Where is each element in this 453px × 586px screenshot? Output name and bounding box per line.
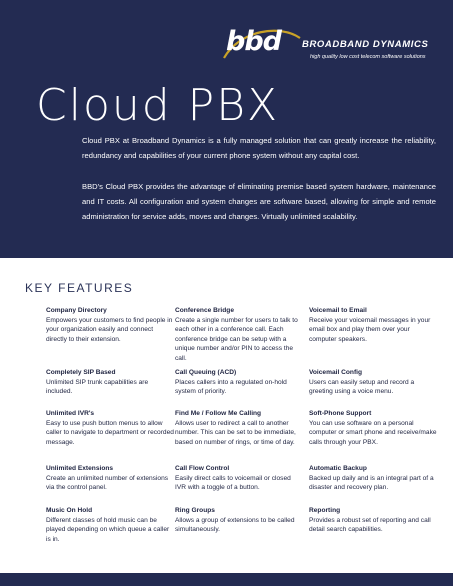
brand-logo: [226, 26, 441, 68]
feature-unlimited-extensions: [46, 464, 174, 493]
feature-voicemail-to-email: [309, 306, 437, 344]
feature-automatic-backup: [309, 464, 437, 493]
feature-name: Company Directory: [46, 307, 107, 314]
page-title: Cloud PBX: [36, 80, 280, 131]
feature-desc: Receive your voicemail messages in your email box and play them over your computer speakers.: [309, 316, 431, 343]
feature-name: Soft-Phone Support: [309, 410, 372, 417]
feature-desc: Users can easily setup and record a greeting using a voice menu.: [309, 378, 415, 396]
feature-soft-phone-support: [309, 409, 437, 447]
footer-band: [0, 573, 453, 586]
feature-name: Call Flow Control: [175, 465, 230, 472]
feature-ring-groups: [175, 506, 303, 535]
brand-tagline: high quality low cost telecom software solutions: [310, 54, 426, 60]
feature-call-queuing: [175, 368, 303, 397]
feature-name: Unlimited Extensions: [46, 465, 114, 472]
feature-desc: Empowers your customers to find people in your organization easily and connect directly to their extension.: [46, 316, 173, 343]
feature-desc: Create a single number for users to talk to each other in a conference call. Each conference bridge can be setup with a unique number and/or PIN to access the call.: [175, 316, 298, 362]
feature-call-flow-control: [175, 464, 303, 493]
features-heading: KEY FEATURES: [25, 281, 134, 295]
feature-name: Find Me / Follow Me Calling: [175, 410, 262, 417]
feature-name: Call Queuing (ACD): [175, 369, 237, 376]
feature-unlimited-ivrs: [46, 409, 174, 447]
feature-name: Ring Groups: [175, 507, 215, 514]
feature-desc: Allows a group of extensions to be called simultaneously.: [175, 516, 295, 534]
feature-name: Reporting: [309, 507, 341, 514]
feature-sip-based: [46, 368, 174, 397]
feature-desc: Backed up daily and is an integral part of a disaster and recovery plan.: [309, 474, 434, 492]
feature-name: Music On Hold: [46, 507, 93, 514]
feature-name: Completely SIP Based: [46, 369, 116, 376]
feature-name: Unlimited IVR's: [46, 410, 95, 417]
feature-name: Conference Bridge: [175, 307, 234, 314]
feature-music-on-hold: [46, 506, 174, 544]
intro-paragraph-2: BBD's Cloud PBX provides the advantage of eliminating premise based system hardware, maintenance and IT costs. All configuration and system changes are software based, allowing for simple and remote administration for service adds, moves and changes. Virtually unlimited scalability.: [82, 182, 436, 221]
feature-voicemail-config: [309, 368, 437, 397]
feature-desc: Provides a robust set of reporting and call detail search capabilities.: [309, 516, 431, 534]
feature-desc: Allows user to redirect a call to another number. This can be set to be immediate, based on number of rings, or time of day.: [175, 419, 296, 446]
feature-name: Voicemail Config: [309, 369, 363, 376]
feature-desc: Places callers into a regulated on-hold system of priority.: [175, 378, 287, 396]
logo-mark: bbd: [226, 26, 281, 57]
feature-company-directory: [46, 306, 174, 344]
feature-desc: Easily direct calls to voicemail or closed IVR with a toggle of a button.: [175, 474, 291, 492]
feature-desc: Create an unlimited number of extensions via the control panel.: [46, 474, 169, 492]
feature-reporting: [309, 506, 437, 535]
feature-conference-bridge: [175, 306, 303, 363]
feature-desc: Different classes of hold music can be played depending on which queue a caller is in.: [46, 516, 170, 543]
feature-desc: Easy to use push button menus to allow caller to navigate to department or recorded message.: [46, 419, 174, 446]
feature-name: Automatic Backup: [309, 465, 367, 472]
feature-desc: Unlimited SIP trunk capabilities are included.: [46, 378, 149, 396]
feature-desc: You can use software on a personal computer or smart phone and receive/make calls through your PBX.: [309, 419, 437, 446]
feature-name: Voicemail to Email: [309, 307, 367, 314]
brand-name: BROADBAND DYNAMICS: [302, 39, 429, 50]
hero-banner: [0, 0, 453, 258]
feature-find-me-follow-me: [175, 409, 303, 447]
intro-paragraph-1: Cloud PBX at Broadband Dynamics is a fully managed solution that can greatly increase the reliability, redundancy and capabilities of your current phone system without any capital cost.: [82, 136, 436, 160]
